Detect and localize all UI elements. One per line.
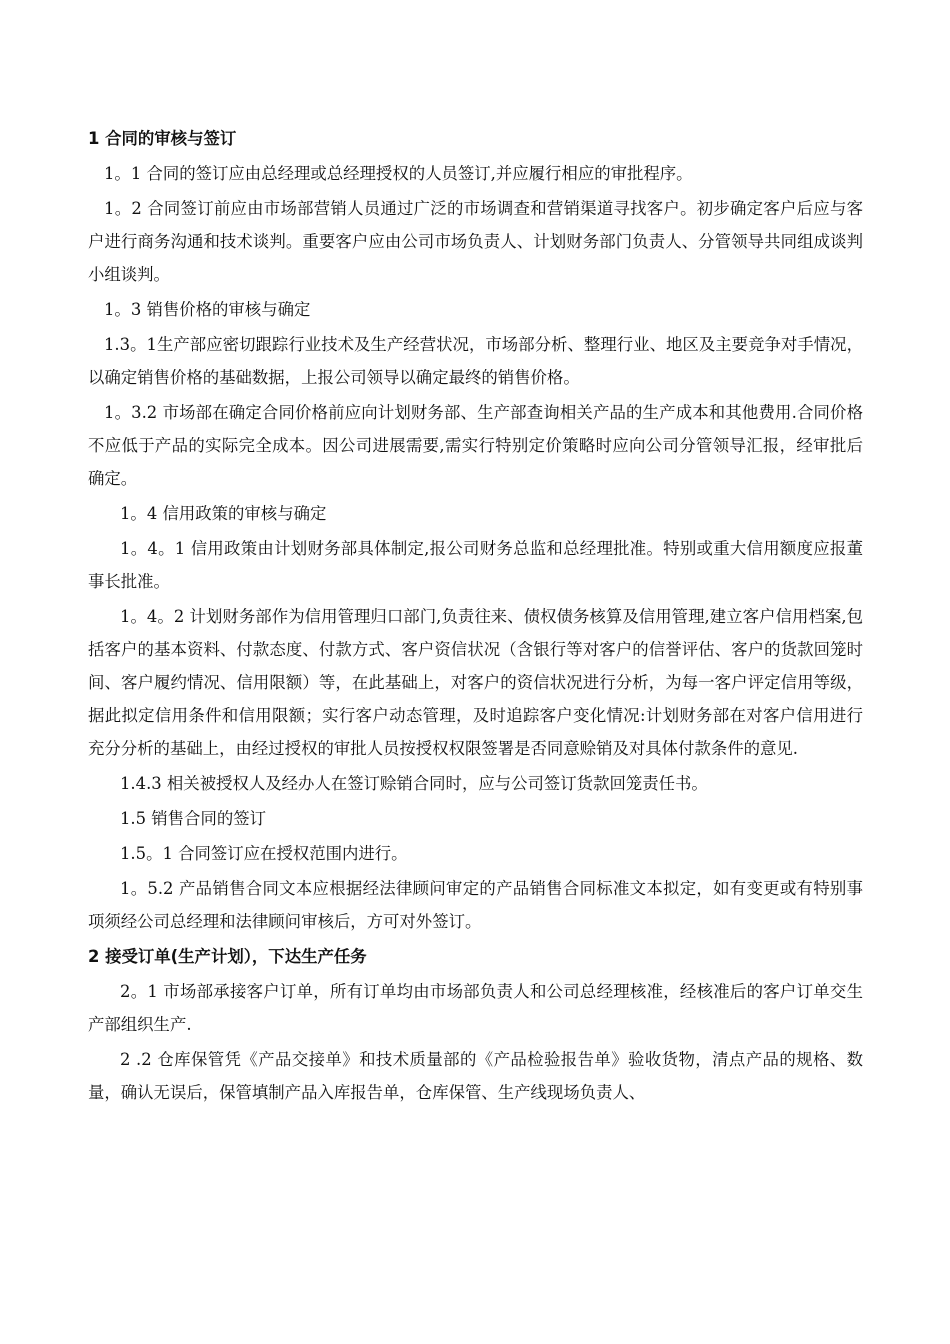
paragraph-1-3-2: 1。3.2 市场部在确定合同价格前应向计划财务部、生产部查询相关产品的生产成本和其他费用.合同价格不应低于产品的实际完全成本。因公司进展需要,需实行特别定价策略时应向公司分管领导汇报，经审批后确定。 bbox=[88, 403, 863, 488]
paragraph-1-4: 1。4 信用政策的审核与确定 bbox=[120, 504, 327, 523]
paragraph-1-3: 1。3 销售价格的审核与确定 bbox=[104, 300, 311, 319]
paragraph-1-4-2: 1。4。2 计划财务部作为信用管理归口部门,负责往来、债权债务核算及信用管理,建立客户信用档案,包括客户的基本资料、付款态度、付款方式、客户资信状况（含银行等对客户的信誉评估、客户的货款回笼时间、客户履约情况、信用限额）等，在此基础上，对客户的资信状况进行分析，为每一客户评定信用等级，据此拟定信用条件和信用限额；实行客户动态管理，及时追踪客户变化情况:计划财务部在对客户信用进行充分分析的基础上，由经过授权的审批人员按授权权限签署是否同意赊销及对具体付款条件的意见. bbox=[88, 607, 863, 758]
paragraph-1-4-1: 1。4。1 信用政策由计划财务部具体制定,报公司财务总监和总经理批准。特别或重大信用额度应报董事长批准。 bbox=[88, 539, 863, 591]
section-heading-2: 2 接受订单(生产计划），下达生产任务 bbox=[88, 947, 367, 966]
paragraph-1-1: 1。1 合同的签订应由总经理或总经理授权的人员签订,并应履行相应的审批程序。 bbox=[104, 164, 693, 183]
paragraph-2-1: 2。1 市场部承接客户订单，所有订单均由市场部负责人和公司总经理核准，经核准后的客户订单交生产部组织生产. bbox=[88, 982, 863, 1034]
document-body bbox=[88, 122, 863, 1111]
paragraph-1-2: 1。2 合同签订前应由市场部营销人员通过广泛的市场调查和营销渠道寻找客户。初步确定客户后应与客户进行商务沟通和技术谈判。重要客户应由公司市场负责人、计划财务部门负责人、分管领导共同组成谈判小组谈判。 bbox=[88, 199, 863, 284]
paragraph-1-4-3: 1.4.3 相关被授权人及经办人在签订赊销合同时，应与公司签订货款回笼责任书。 bbox=[120, 774, 708, 793]
paragraph-2-2: 2 .2 仓库保管凭《产品交接单》和技术质量部的《产品检验报告单》验收货物，清点产品的规格、数量，确认无误后，保管填制产品入库报告单，仓库保管、生产线现场负责人、 bbox=[88, 1050, 863, 1102]
paragraph-1-5: 1.5 销售合同的签订 bbox=[120, 809, 267, 828]
paragraph-1-5-2: 1。5.2 产品销售合同文本应根据经法律顾问审定的产品销售合同标准文本拟定，如有变更或有特别事项须经公司总经理和法律顾问审核后，方可对外签订。 bbox=[88, 879, 863, 931]
paragraph-1-3-1: 1.3。1生产部应密切跟踪行业技术及生产经营状况，市场部分析、整理行业、地区及主要竞争对手情况，以确定销售价格的基础数据，上报公司领导以确定最终的销售价格。 bbox=[88, 335, 863, 387]
paragraph-1-5-1: 1.5。1 合同签订应在授权范围内进行。 bbox=[120, 844, 408, 863]
section-heading-1: 1 合同的审核与签订 bbox=[88, 129, 237, 148]
